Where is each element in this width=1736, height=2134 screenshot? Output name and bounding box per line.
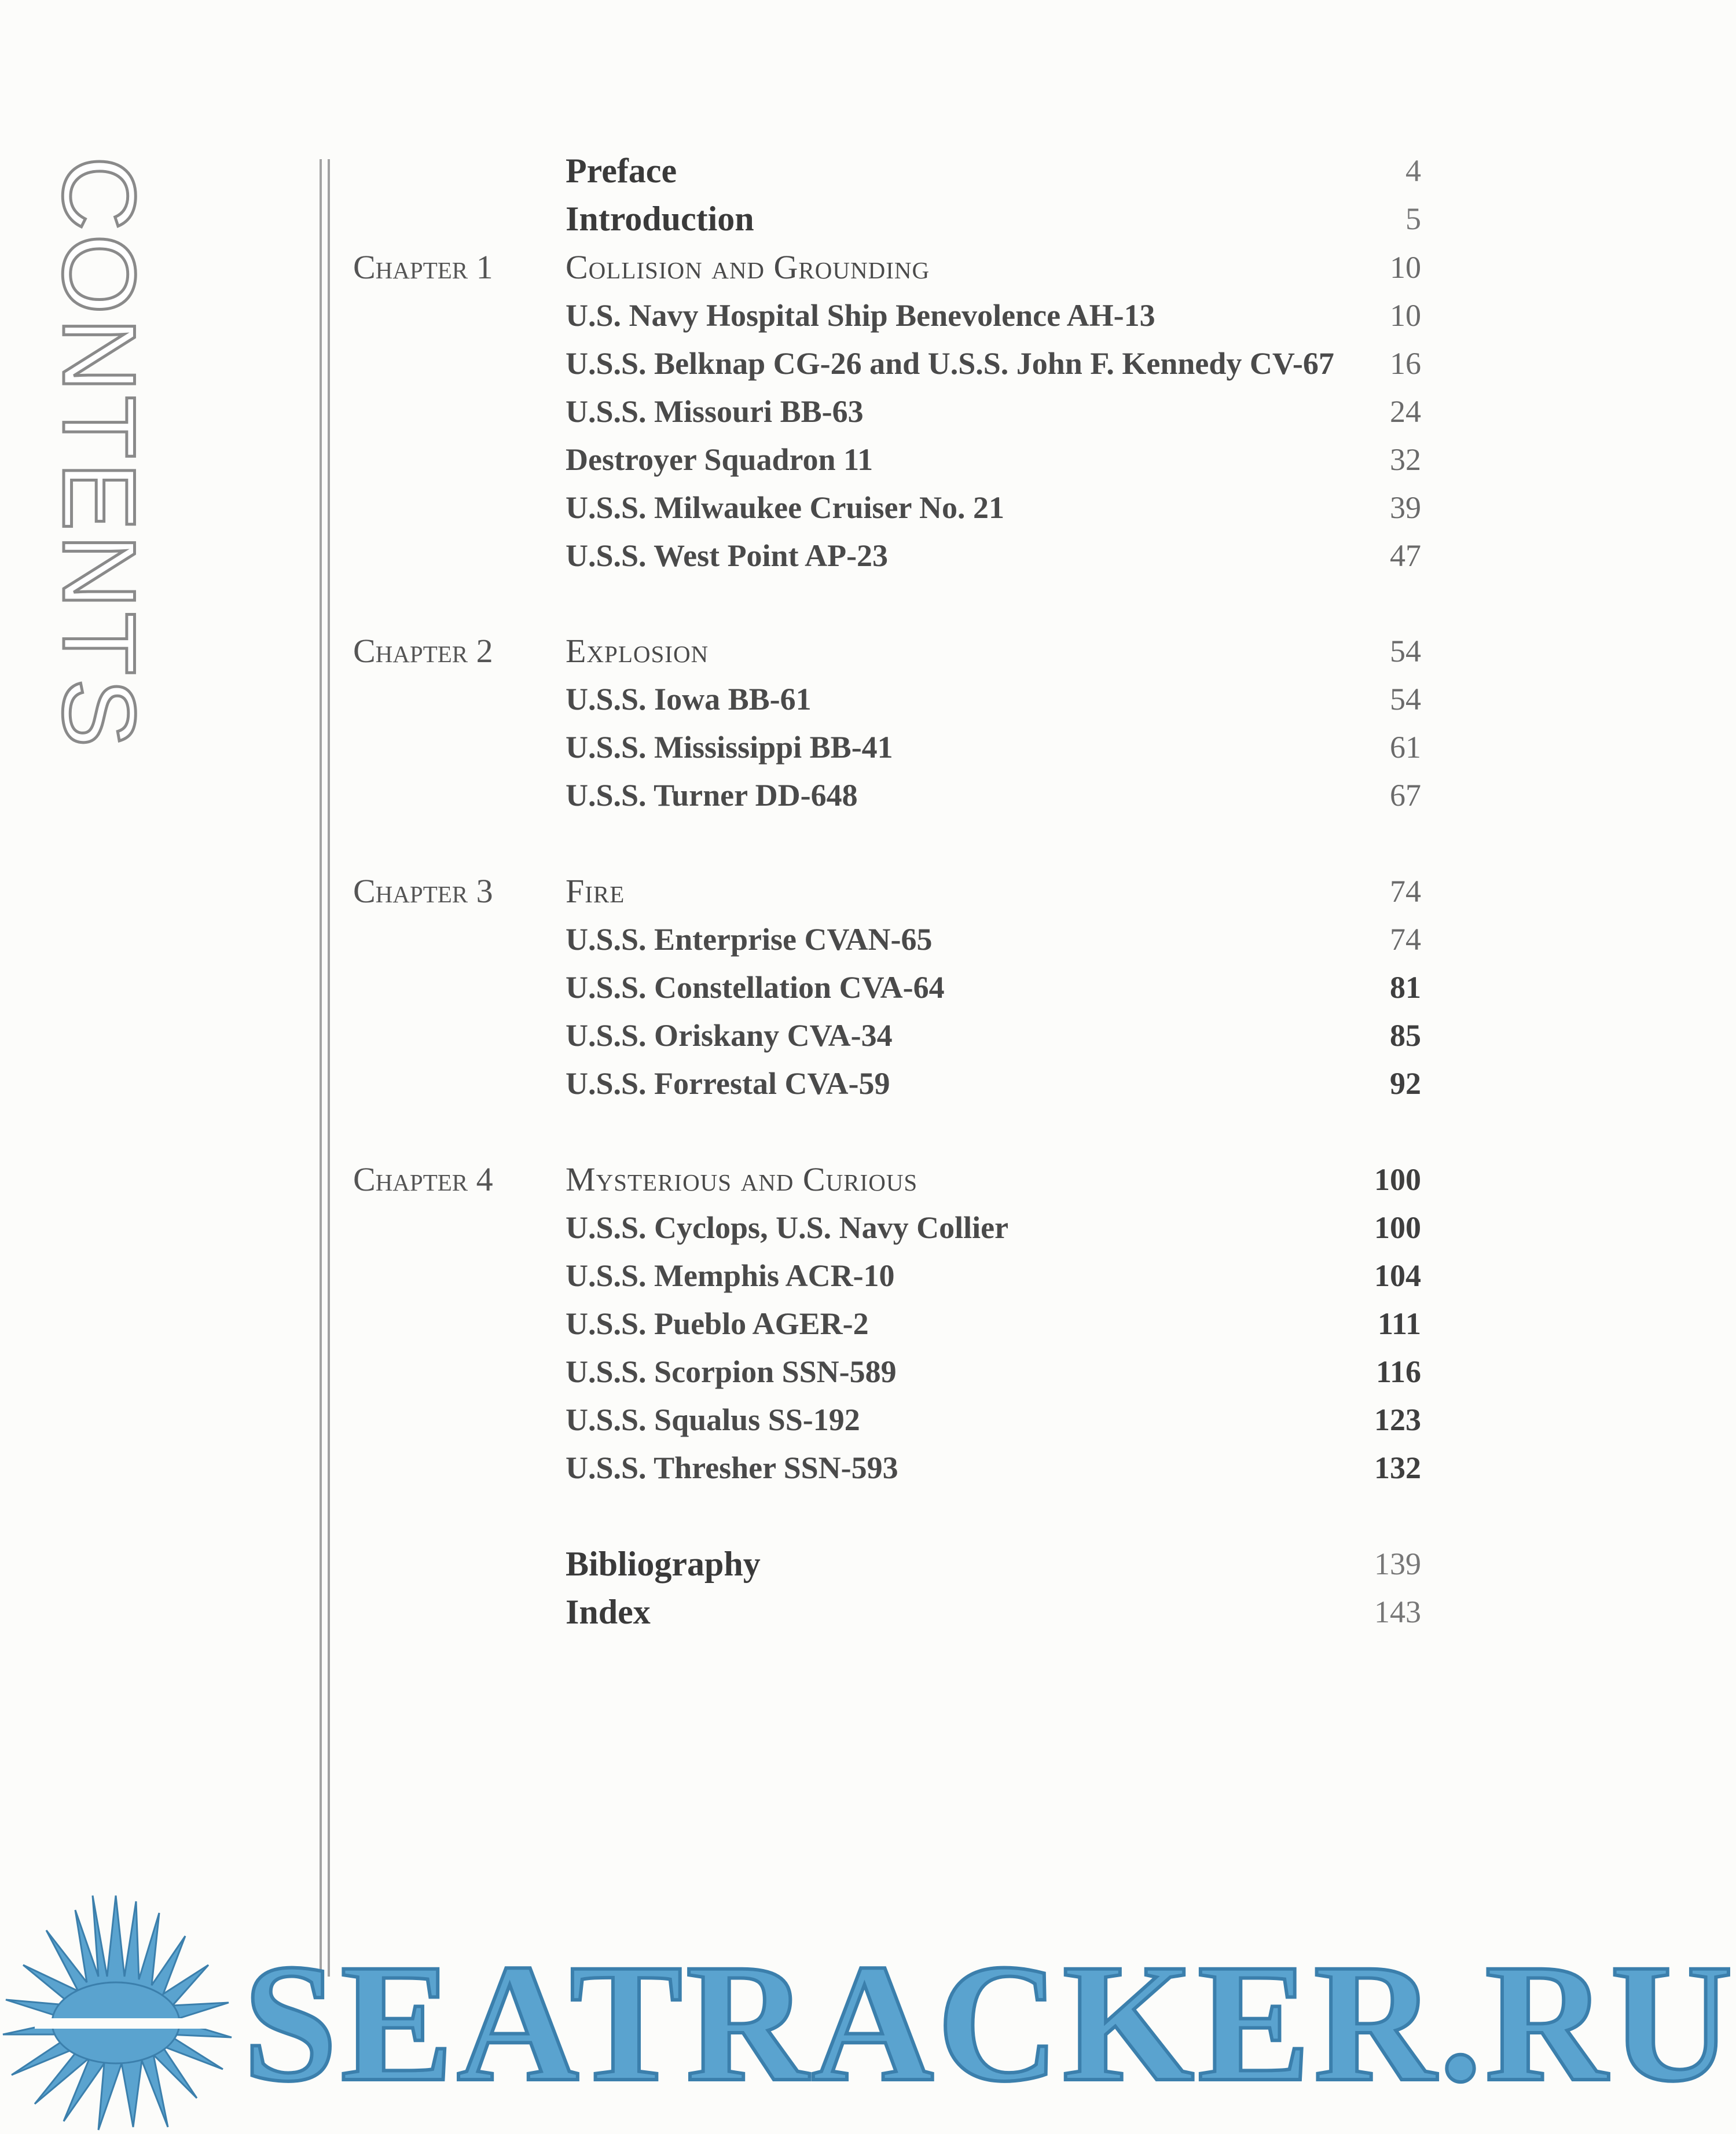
toc-page-number: 10: [1390, 298, 1421, 333]
toc-page-number: 100: [1374, 1162, 1421, 1197]
toc-row[interactable]: [0, 340, 1550, 387]
toc-row[interactable]: [0, 1445, 1550, 1491]
toc-entry-title: U.S.S. West Point AP-23: [566, 538, 889, 573]
toc-page-number: 32: [1390, 442, 1421, 477]
toc-row[interactable]: [0, 1204, 1550, 1251]
chapter-title: Collision and Grounding: [566, 248, 930, 286]
toc-entry-title: U.S.S. Mississippi BB-41: [566, 730, 893, 765]
toc-entry-title: U.S.S. Memphis ACR-10: [566, 1258, 895, 1293]
toc-entry-title: U.S.S. Belknap CG-26 and U.S.S. John F. Kennedy CV-67: [566, 346, 1334, 381]
toc-page-number: 139: [1374, 1547, 1421, 1581]
toc-page-number: 61: [1390, 730, 1421, 765]
toc-page-number: 123: [1374, 1402, 1421, 1437]
toc-entry-title: U.S.S. Forrestal CVA-59: [566, 1066, 890, 1101]
toc-entry-title: U.S.S. Enterprise CVAN-65: [566, 922, 933, 957]
toc-row[interactable]: [0, 436, 1550, 483]
toc-page-number: 74: [1390, 874, 1421, 909]
toc-page-number: 24: [1390, 394, 1421, 429]
toc-page-number: 74: [1390, 922, 1421, 957]
toc-row[interactable]: [0, 292, 1550, 339]
toc-row[interactable]: [0, 1012, 1550, 1059]
toc-entry-title: U.S.S. Iowa BB-61: [566, 682, 812, 717]
toc-entry-title: U.S.S. Thresher SSN-593: [566, 1450, 898, 1485]
toc-entry-title: Bibliography: [566, 1545, 761, 1583]
toc-page-number: 4: [1405, 153, 1421, 188]
toc-row[interactable]: [0, 676, 1550, 722]
sun-icon: [0, 1890, 243, 2133]
chapter-number: Chapter 1: [353, 248, 493, 286]
toc-row[interactable]: [0, 964, 1550, 1011]
toc-entry-title: U.S.S. Pueblo AGER-2: [566, 1306, 869, 1341]
toc-page-number: 39: [1390, 490, 1421, 525]
toc-row[interactable]: [0, 1541, 1550, 1587]
toc-page-number: 10: [1390, 250, 1421, 285]
chapter-number: Chapter 2: [353, 632, 493, 670]
toc-page-number: 54: [1390, 634, 1421, 669]
toc-row[interactable]: [0, 484, 1550, 531]
watermark-text: SEATRACKER.RU: [243, 1930, 1736, 2117]
toc-entry-title: Preface: [566, 152, 677, 190]
toc-entry-title: U.S.S. Milwaukee Cruiser No. 21: [566, 490, 1005, 525]
toc-entry-title: U.S.S. Turner DD-648: [566, 778, 858, 813]
toc-page-number: 116: [1375, 1354, 1421, 1389]
toc-row[interactable]: [0, 196, 1550, 242]
toc-chapter-row[interactable]: [0, 244, 1550, 291]
toc-entry-title: U.S.S. Squalus SS-192: [566, 1402, 860, 1437]
toc-row[interactable]: [0, 1589, 1550, 1635]
toc-page-number: 54: [1390, 682, 1421, 717]
toc-row[interactable]: [0, 532, 1550, 579]
toc-chapter-row[interactable]: [0, 868, 1550, 914]
chapter-number: Chapter 4: [353, 1160, 493, 1198]
chapter-title: Fire: [566, 872, 625, 910]
toc-page-number: 143: [1374, 1595, 1421, 1629]
toc-row[interactable]: [0, 1397, 1550, 1443]
toc-entry-title: U.S.S. Constellation CVA-64: [566, 970, 945, 1005]
toc-row[interactable]: [0, 388, 1550, 435]
toc-chapter-row[interactable]: [0, 628, 1550, 674]
toc-page-number: 111: [1377, 1306, 1421, 1341]
toc-entry-title: Destroyer Squadron 11: [566, 442, 873, 477]
watermark-banner: [0, 1890, 1736, 2134]
toc-page-number: 5: [1405, 201, 1421, 236]
contents-title: CONTENTS: [42, 156, 157, 751]
toc-row[interactable]: [0, 916, 1550, 963]
toc-row[interactable]: [0, 1253, 1550, 1299]
toc-page-number: 100: [1374, 1210, 1421, 1245]
toc-entry-title: U.S.S. Missouri BB-63: [566, 394, 864, 429]
toc-entry-title: U.S.S. Cyclops, U.S. Navy Collier: [566, 1210, 1009, 1245]
chapter-number: Chapter 3: [353, 872, 493, 910]
toc-page-number: 132: [1374, 1450, 1421, 1485]
toc-entry-title: U.S. Navy Hospital Ship Benevolence AH-13: [566, 298, 1155, 333]
toc-entry-title: Index: [566, 1593, 651, 1631]
toc-row[interactable]: [0, 1301, 1550, 1347]
toc-page-number: 67: [1390, 778, 1421, 813]
toc-chapter-row[interactable]: [0, 1156, 1550, 1203]
toc-page-number: 81: [1390, 970, 1421, 1005]
toc-page-number: 47: [1390, 538, 1421, 573]
toc-entry-title: U.S.S. Scorpion SSN-589: [566, 1354, 897, 1389]
toc-page-number: 92: [1390, 1066, 1421, 1101]
toc-page-number: 16: [1390, 346, 1421, 381]
chapter-title: Explosion: [566, 632, 709, 670]
toc-page-number: 104: [1374, 1258, 1421, 1293]
toc-row[interactable]: [0, 148, 1550, 194]
toc-entry-title: U.S.S. Oriskany CVA-34: [566, 1018, 893, 1053]
toc-page-number: 85: [1390, 1018, 1421, 1053]
toc-row[interactable]: [0, 1349, 1550, 1395]
toc-row[interactable]: [0, 1060, 1550, 1107]
toc-row[interactable]: [0, 772, 1550, 818]
chapter-title: Mysterious and Curious: [566, 1160, 918, 1198]
toc-entry-title: Introduction: [566, 200, 754, 238]
toc-row[interactable]: [0, 724, 1550, 770]
